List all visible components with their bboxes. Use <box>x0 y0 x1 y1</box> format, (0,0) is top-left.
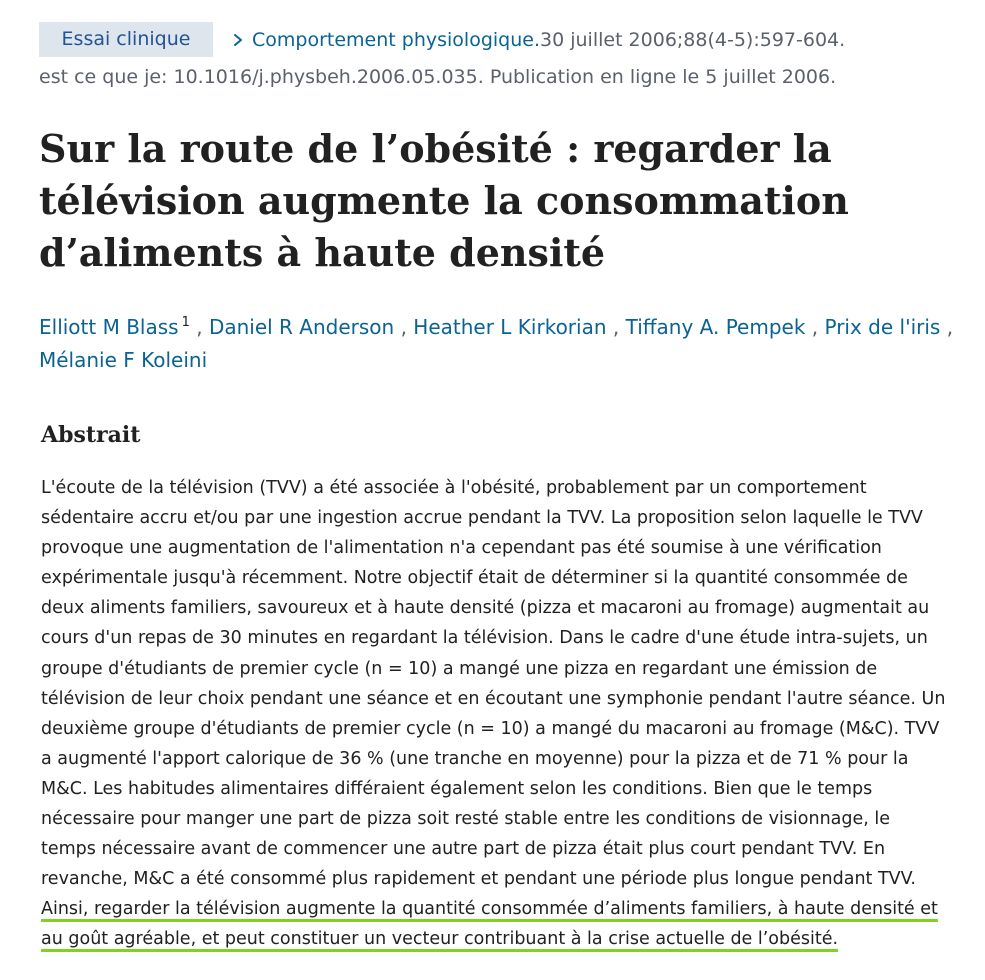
author-link[interactable]: Heather L Kirkorian <box>413 315 607 339</box>
citation-text: 30 juillet 2006;88(4-5):597-604. <box>540 28 846 51</box>
journal-name: Comportement physiologique. <box>252 28 540 51</box>
author-link[interactable]: Tiffany A. Pempek <box>625 315 806 339</box>
article-meta-row <box>39 22 845 57</box>
highlighted-conclusion: Ainsi, regarder la télévision augmente la quantité consommée d’aliments familiers, à haute densité et au goût agréable, et peut constituer un vecteur contribuant à la crise actuelle de l’obésité. <box>41 899 938 950</box>
abstract-paragraph: L'écoute de la télévision (TVV) a été associée à l'obésité, probablement par un comportement sédentaire accru et/ou par une ingestion accrue pendant la TVV. La proposition selon laquelle le TVV provoque une augmentation de l'alimentation n'a cependant pas été soumise à une vérification expérimentale jusqu'à récemment. Notre objectif était de déterminer si la quantité consommée de deux aliments familiers, savoureux et à haute densité (pizza et macaroni au fromage) augmentait au cours d'un repas de 30 minutes en regardant la télévision. Dans le cadre d'une étude intra-sujets, un groupe d'étudiants de premier cycle (n = 10) a mangé une pizza en regardant une émission de télévision de leur choix pendant une séance et en écoutant une symphonie pendant l'autre séance. Un deuxième groupe d'étudiants de premier cycle (n = 10) a mangé du macaroni au fromage (M&C). TVV a augmenté l'apport calorique de 36 % (une tranche en moyenne) pour la pizza et de 71 % pour la M&C. Les habitudes alimentaires différaient également selon les conditions. Bien que le temps nécessaire pour manger une part de pizza soit resté stable entre les conditions de visionnage, le temps nécessaire avant de commencer une autre part de pizza était plus court pendant TVV. En revanche, M&C a été consommé plus rapidement et pendant une période plus longue pendant TVV. <box>41 478 946 890</box>
abstract-heading: Abstrait <box>41 422 141 448</box>
author-link[interactable]: Mélanie F Koleini <box>39 348 208 372</box>
author-separator: , <box>940 315 954 339</box>
article-type-badge: Essai clinique <box>39 22 213 57</box>
affiliation-marker[interactable]: 1 <box>181 315 190 330</box>
doi-line: est ce que je: 10.1016/j.physbeh.2006.05.035. Publication en ligne le 5 juillet 2006. <box>39 66 837 88</box>
author-separator: , <box>805 315 825 339</box>
author-separator: , <box>606 315 626 339</box>
chevron-right-icon <box>231 33 245 47</box>
journal-link[interactable] <box>231 29 540 51</box>
author-separator: , <box>189 315 209 339</box>
abstract-text <box>41 473 946 955</box>
authors-list <box>39 306 959 377</box>
author-separator: , <box>394 315 414 339</box>
author-link[interactable]: Elliott M Blass $^1$ <box>39 315 190 339</box>
author-link[interactable]: Prix de l'iris <box>824 315 941 339</box>
author-link[interactable]: Daniel R Anderson <box>208 315 395 339</box>
article-title: Sur la route de l’obésité : regarder la télévision augmente la consommation d’aliments à haute densité <box>39 126 849 275</box>
